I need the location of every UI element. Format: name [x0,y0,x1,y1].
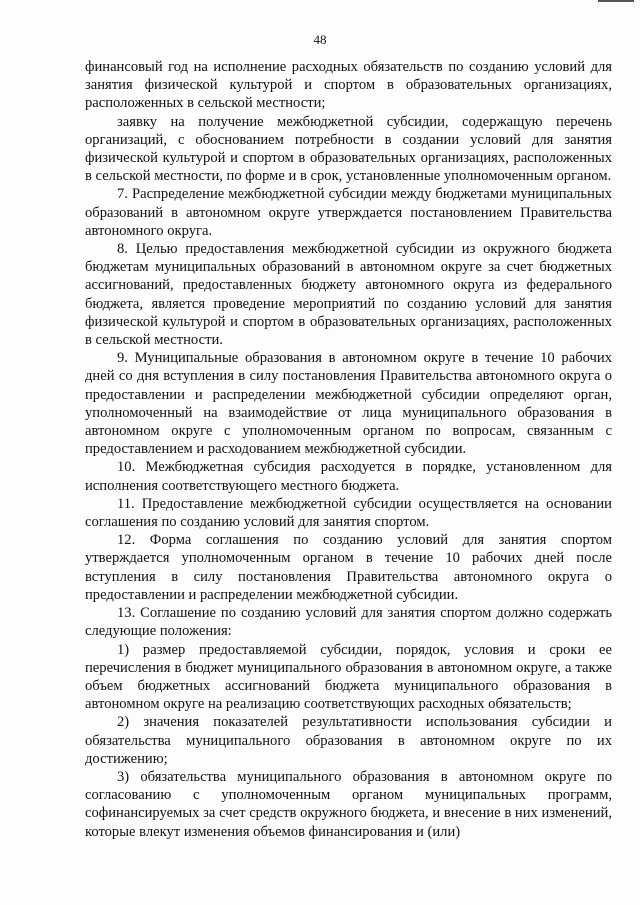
paragraph-item-7: 7. Распределение межбюджетной субсидии между бюджетами муниципальных образований в автономном округе утверждается постановлением Правительства автономного округа. [85,186,612,239]
paragraph-item-13: 13. Соглашение по созданию условий для занятия спортом должно содержать следующие положения: [85,605,612,640]
paragraph-continuation: финансовый год на исполнение расходных обязательств по созданию условий для занятия физической культурой и спортом в образовательных организациях, расположенных в сельской местности; [85,59,612,112]
page-number: 48 [313,32,327,47]
paragraph-subitem-1: 1) размер предоставляемой субсидии, порядок, условия и сроки ее перечисления в бюджет муниципального образования в автономном округе, а также объем бюджетных ассигнований бюджета муниципального образования в автономном округе на реализацию соответствующих расходных обязательств; [85,641,612,713]
scan-edge-mark [598,0,634,2]
paragraph-item-12: 12. Форма соглашения по созданию условий для занятия спортом утверждается уполномоченным органом в течение 10 рабочих дней после вступления в силу постановления Правительства автономного округа о предоставлении и распределении межбюджетной субсидии. [85,532,612,603]
paragraph-subitem-2: 2) значения показателей результативности использования субсидии и обязательства муниципального образования в автономном округе по их достижению; [85,714,612,767]
paragraph-item-10: 10. Межбюджетная субсидия расходуется в порядке, установленном для исполнения соответствующего местного бюджета. [85,459,612,494]
paragraph-subitem-3: 3) обязательства муниципального образования в автономном округе по согласованию с уполномоченным органом муниципальных программ, софинансируемых за счет средств окружного бюджета, и внесение в них изменений, которые влекут изменения объемов финансирования и (или) [85,768,612,840]
paragraph-item-11: 11. Предоставление межбюджетной субсидии осуществляется на основании соглашения по созданию условий для занятия спортом. [85,495,612,531]
paragraph-application-request: заявку на получение межбюджетной субсидии, содержащую перечень организаций, с обоснованием потребности в создании условий для занятия физической культурой и спортом в образовательных организациях, расположенных в сельской местности, по форме и в срок, установленные уполномоченным органом. [85,113,612,185]
document-body [85,58,612,841]
paragraph-item-8: 8. Целью предоставления межбюджетной субсидии из окружного бюджета бюджетам муниципальных образований в автономном округе за счет бюджетных ассигнований, предоставленных бюджету автономного округа из федерального бюджета, является проведение мероприятий по созданию условий для занятия физической культурой и спортом в образовательных организациях, расположенных в сельской местности. [85,241,612,349]
paragraph-item-9: 9. Муниципальные образования в автономном округе в течение 10 рабочих дней со дня вступления в силу постановления Правительства автономного округа о предоставлении и распределении межбюджетной субсидии определяют орган, уполномоченный на взаимодействие от лица муниципального образования в автономном округе с уполномоченным органом по вопросам, связанным с предоставлением и расходованием межбюджетной субсидии. [85,350,612,458]
